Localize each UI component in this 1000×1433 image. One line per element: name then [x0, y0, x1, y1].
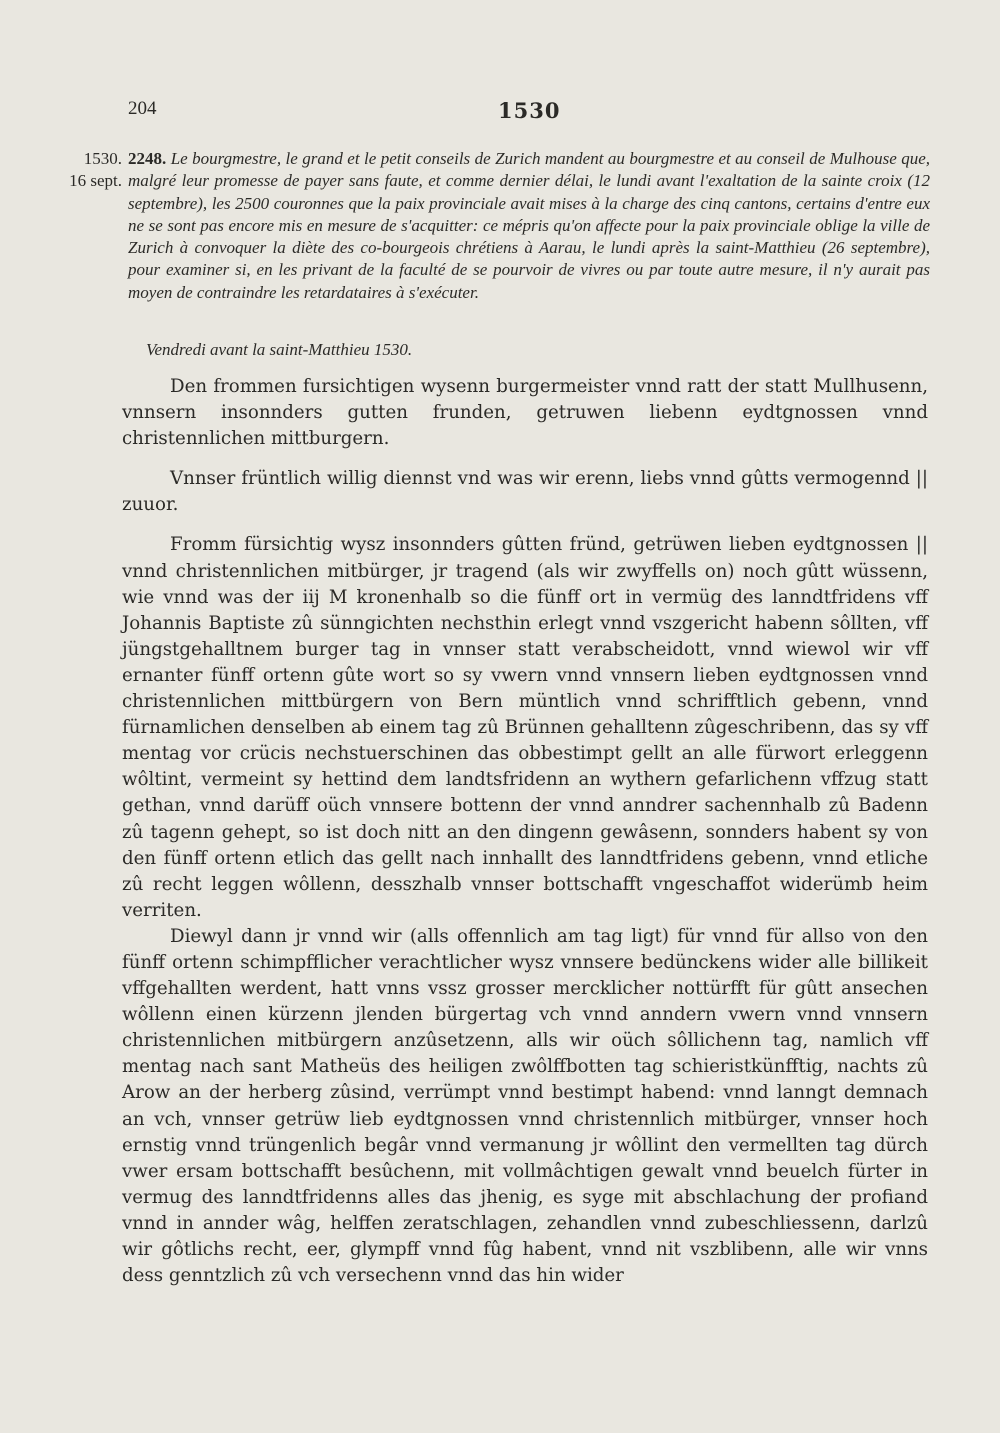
margin-year: 1530. — [83, 149, 122, 168]
letter-address: Den frommen fursichtigen wysenn burgermeister vnnd ratt der statt Mullhusenn, vnnsern insonnders gutten frunden, getruwen liebenn eydtgnossen vnnd christennlichen mittburgern. — [122, 376, 928, 450]
letter-greeting: Vnnser früntlich willig diennst vnd was wir erenn, liebs vnnd gûtts vermogennd || zuuor. — [122, 468, 928, 516]
letter-paragraph: Fromm fürsichtig wysz insonnders gûtten fründ, getrüwen lieben eydtgnossen || vnnd christennlichen mitbürger, jr tragend (als wir zwyffells on) noch gûtt wüssenn, wie vnnd was der iij M kronenhalb so die fünff ort in vermüg des lanndtfridens vff Johannis Baptiste zû sünngichten nechsthin erlegt vnnd vszgericht habenn sôllten, vff jüngstgehalltnem burger tag in vnnser statt verabscheidott, vnnd wiewol wir vff ernanter fünff ortenn gûte wort so sy vwern vnnd vnnsern lieben eydtgnossen vnnd christennlichen mittbürgern von Bern müntlich vnnd schrifftlich gebenn, vnnd fürnamlichen denselben ab einem tag zû Brünnen gehalltenn zûgeschribenn, das sy vff mentag vor crücis nechstuerschinen das obbestimpt gellt an alle fürwort erleggenn wôltint, vermeint sy hettind dem landtsfridenn an wythern gefarlichenn vffzug statt gethan, vnnd darüff oüch vnnsere bottenn der vnnd anndrer sachennhalb zû Badenn zû tagenn gehept, so ist doch nitt an den dingenn gewâsenn, sonnders habent sy von den fünff ortenn etlich das gellt nach innhallt des lanndtfridens gebenn, vnnd etliche zû recht leggen wôllenn, desszhalb vnnser bottschafft vngeschaffot widerümb heim verriten. — [122, 534, 928, 921]
page-year-heading: 1530 — [498, 98, 561, 123]
dateline: Vendredi avant la saint-Matthieu 1530. — [146, 340, 413, 359]
entry-summary — [128, 148, 930, 304]
margin-date — [62, 148, 122, 192]
margin-day: 16 sept. — [69, 171, 122, 190]
entry-number: 2248. — [128, 149, 167, 168]
page-number: 204 — [128, 98, 157, 119]
summary-text: Le bourgmestre, le grand et le petit conseils de Zurich mandent au bourgmestre et au conseil de Mulhouse que, malgré leur promesse de payer sans faute, et comme dernier délai, le lundi avant l'exaltation de la sainte croix (12 septembre), les 2500 couronnes que la paix provinciale avait mises à la charge des cinq cantons, certains d'entre eux ne se sont pas encore mis en mesure de s'acquitter: ce mépris qu'on affecte pour la paix provinciale oblige la ville de Zurich à convoquer la diète des co-bourgeois chrétiens à Aarau, le lundi après la saint-Matthieu (26 septembre), pour examiner si, en les privant de la faculté de se pourvoir de vivres ou par toute autre mesure, il n'y aurait pas moyen de contraindre les retardataires à s'exécuter. — [128, 149, 931, 302]
letter-paragraph: Diewyl dann jr vnnd wir (alls offennlich am tag ligt) für vnnd für allso von den fünff ortenn schimpfflicher verachtlicher wysz vnnsere bedünckens wider alle billikeit vffgehallten werdent, hatt vnns vssz grosser mercklicher nottürfft für gûtt ansechen wôllenn einen kürzenn jlenden bürgertag vch vnnd anndern vwern vnnd vnnsern christennlichen mitbürgern anzûsetzenn, alls wir oüch sôllichenn tag, namlich vff mentag nach sant Matheüs des heiligen zwôlffbotten tag schieristkünfftig, nachts zû Arow an der herberg zûsind, verrümpt vnnd bestimpt habend: vnnd lanngt demnach an vch, vnnser getrüw lieb eydtgnossen vnnd christennlich mitbürger, vnnser hoch ernstig vnnd trüngenlich begâr vnnd vermanung jr wôllint den vermellten tag dürch vwer ersam bottschafft besûchenn, mit vollmâchtigen gewalt vnnd beuelch fürter in vermug des lanndtfridenns alles das jhenig, es syge mit abschlachung der profiand vnnd in annder wâg, helffen zeratschlagen, zehandlen vnnd zubeschliessenn, darlzû wir gôtlichs recht, eer, glympff vnnd fûg habent, vnnd nit vszblibenn, alle wir vnns dess genntzlich zû vch versechenn vnnd das hin wider — [122, 925, 928, 1287]
letter-body — [122, 374, 928, 1289]
